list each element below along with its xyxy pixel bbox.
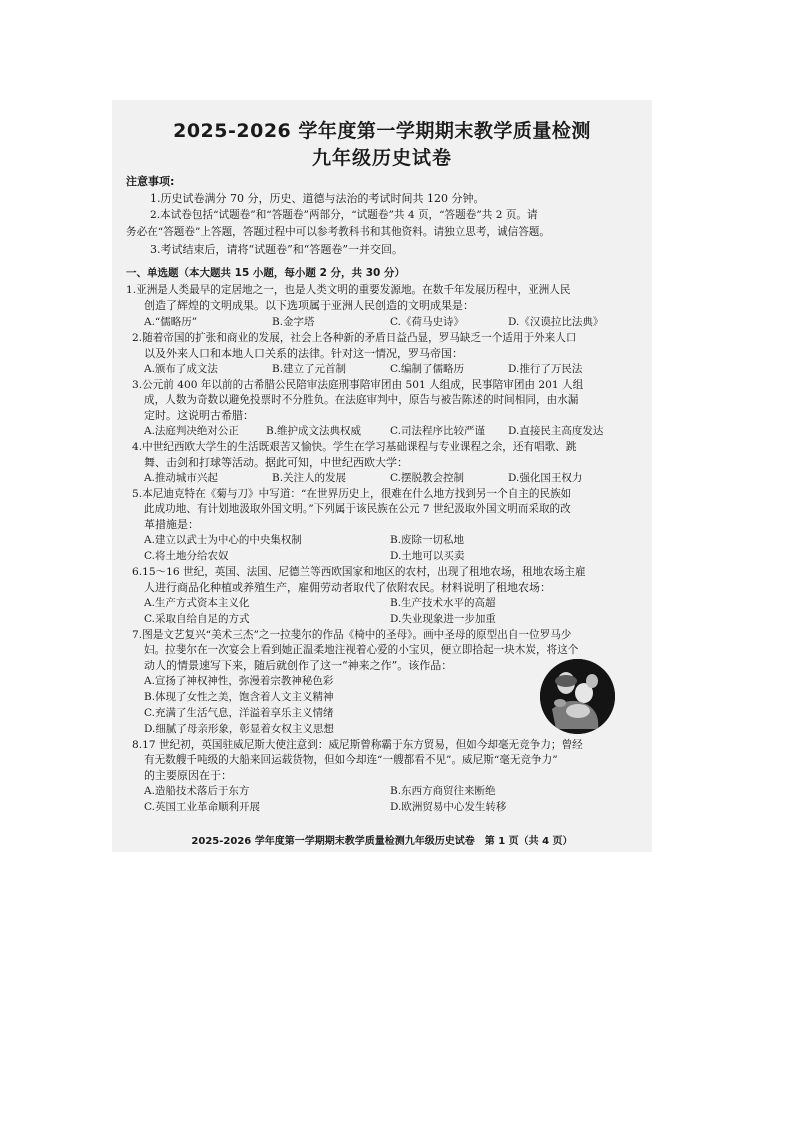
q2-option-a: A.颁布了成文法: [144, 363, 218, 375]
question-6-text: 6.15～16 世纪，英国、法国、尼德兰等西欧国家和地区的农村，出现了租地农场，租地农场主雇: [132, 566, 586, 578]
question-7-text: 动人的情景速写下来，随后就创作了这一“神来之作”。该作品：: [144, 659, 453, 672]
q1-option-d: D.《汉谟拉比法典》: [508, 316, 604, 328]
q8-option-b: B.东西方商贸往来断绝: [390, 785, 496, 797]
exam-subtitle: 九年级历史试卷: [311, 147, 452, 169]
q8-option-d: D.欧洲贸易中心发生转移: [390, 801, 507, 813]
q3-option-b: B.维护成文法典权威: [266, 425, 362, 437]
q6-option-b: B.生产技术水平的高超: [390, 597, 496, 609]
question-8-text: 的主要原因在于：: [144, 769, 232, 782]
q4-option-d: D.强化国王权力: [508, 472, 583, 484]
q4-option-a: A.推动城市兴起: [144, 472, 218, 484]
exam-title: 2025-2026 学年度第一学期期末教学质量检测: [173, 120, 591, 142]
question-7-text: 7.图是文艺复兴“美术三杰”之一拉斐尔的作品《椅中的圣母》。画中圣母的原型出自一位罗马少: [132, 629, 572, 641]
q2-option-c: C.编制了儒略历: [390, 363, 464, 375]
madonna-della-seggiola-image: [540, 659, 615, 734]
q2-option-d: D.推行了万民法: [508, 363, 583, 375]
question-3-text: 成，人数为奇数以避免投票时不分胜负。在法庭审判中，原告与被告陈述的时间相同，由水漏: [144, 394, 579, 406]
question-3-text: 定时。这说明古希腊：: [144, 409, 254, 422]
q3-option-a: A.法庭判决绝对公正: [144, 425, 239, 437]
question-4-text: 4.中世纪西欧大学生的生活既艰苦又愉快。学生在学习基础课程与专业课程之余，还有唱歌、跳: [132, 441, 577, 453]
notice-line: 2.本试卷包括“试题卷”和“答题卷”两部分，“试题卷”共 4 页，“答题卷”共 2 页。请: [150, 209, 538, 221]
question-8-text: 有无数艘千吨级的大船来回运载货物，但如今却连“一艘都看不见”。威尼斯“毫无竞争力”: [144, 754, 558, 766]
notice-line: 务必在“答题卷”上答题，答题过程中可以参考教科书和其他资料。请独立思考，诚信答题。: [126, 226, 550, 238]
question-6-text: 人进行商品化种植或养殖生产，雇佣劳动者取代了依附农民。材料说明了租地农场：: [144, 581, 551, 594]
page-footer: 2025-2026 学年度第一学期期末教学质量检测九年级历史试卷 第 1 页（共 4 页）: [191, 836, 573, 847]
question-4-text: 舞、击剑和打球等活动。据此可知，中世纪西欧大学：: [144, 456, 408, 469]
q3-option-c: C.司法程序比较严谨: [390, 425, 485, 437]
q3-option-d: D.直接民主高度发达: [508, 425, 604, 437]
section-heading: 一、单选题（本大题共 15 小题，每小题 2 分，共 30 分）: [126, 267, 405, 279]
question-5-text: 5.本尼迪克特在《菊与刀》中写道：“在世界历史上，很难在什么地方找到另一个自主的民族如: [132, 488, 572, 500]
q1-option-c: C.《荷马史诗》: [390, 316, 464, 328]
q1-option-b: B.金字塔: [272, 316, 315, 328]
q4-option-c: C.摆脱教会控制: [390, 472, 464, 484]
q4-option-b: B.关注人的发展: [272, 472, 347, 484]
notice-heading: 注意事项:: [126, 175, 175, 188]
q1-option-a: A.“儒略历”: [144, 316, 198, 328]
q7-option-b: B.体现了女性之美，饱含着人文主义精神: [144, 691, 334, 703]
question-1-text: 创造了辉煌的文明成果。以下选项属于亚洲人民创造的文明成果是：: [144, 299, 474, 312]
question-5-text: 此成功地、有计划地汲取外国文明。”下列属于该民族在公元 7 世纪汲取外国文明而采取的改: [144, 503, 571, 515]
q6-option-d: D.失业现象进一步加重: [390, 613, 496, 625]
q7-option-d: D.细腻了母亲形象，彰显着女权主义思想: [144, 723, 334, 735]
q8-option-c: C.英国工业革命顺利开展: [144, 801, 260, 813]
notice-line: 1.历史试卷满分 70 分，历史、道德与法治的考试时间共 120 分钟。: [150, 192, 485, 205]
question-1-text: 1.亚洲是人类最早的定居地之一，也是人类文明的重要发源地。在数千年发展历程中，亚洲人民: [126, 284, 571, 296]
question-2-text: 以及外来人口和本地人口关系的法律。针对这一情况，罗马帝国：: [144, 347, 463, 360]
notice-line: 3.考试结束后，请将“试题卷”和“答题卷”一并交回。: [150, 243, 403, 256]
q5-option-b: B.废除一切私地: [390, 534, 465, 546]
question-7-text: 妇。拉斐尔在一次宴会上看到她正温柔地注视着心爱的小宝贝，便立即拾起一块木炭，将这个: [144, 644, 579, 656]
q2-option-b: B.建立了元首制: [272, 363, 347, 375]
question-8-text: 8.17 世纪初，英国驻威尼斯大使注意到：威尼斯曾称霸于东方贸易，但如今却毫无竞争力；曾经: [132, 739, 583, 751]
question-5-text: 革措施是：: [144, 518, 199, 531]
q5-option-d: D.土地可以买卖: [390, 550, 465, 562]
q6-option-a: A.生产方式资本主义化: [144, 597, 250, 609]
q5-option-c: C.将土地分给农奴: [144, 550, 229, 562]
q5-option-a: A.建立以武士为中心的中央集权制: [144, 534, 302, 546]
question-3-text: 3.公元前 400 年以前的古希腊公民陪审法庭刑事陪审团由 501 人组成，民事陪审团由 201 人组: [132, 379, 584, 391]
q7-option-a: A.宣扬了神权神性，弥漫着宗教神秘色彩: [144, 675, 334, 687]
q7-option-c: C.充满了生活气息，洋溢着享乐主义情绪: [144, 707, 334, 719]
question-2-text: 2.随着帝国的扩张和商业的发展，社会上各种新的矛盾日益凸显，罗马缺乏一个适用于外来人口: [132, 332, 577, 344]
q6-option-c: C.采取自给自足的方式: [144, 613, 250, 625]
q8-option-a: A.造船技术落后于东方: [144, 785, 250, 797]
